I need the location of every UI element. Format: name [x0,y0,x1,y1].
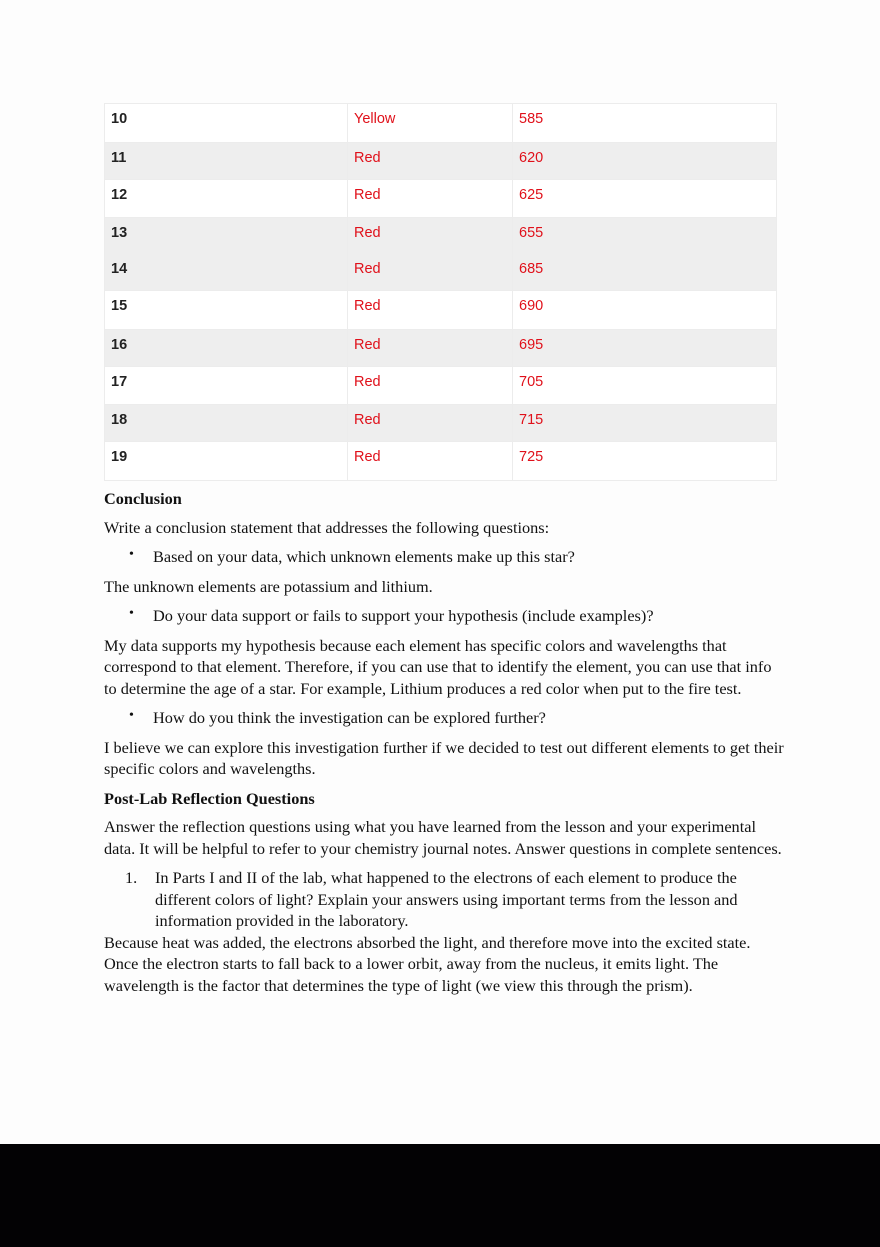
bullet-icon: • [129,606,134,621]
table-row [105,330,777,367]
wavelength-cell: 705 [513,367,777,405]
trial-number-cell: 13 [105,218,348,254]
wavelength-cell: 620 [513,143,777,180]
trial-number-cell: 19 [105,442,348,481]
conclusion-answer-2: My data supports my hypothesis because each element has specific colors and wavelengths that correspond to that element. Therefore, if you can use that to identify the element, you can use that info to determine the age of a star. For example, Lithium produces a red color when put to the fire test. [104,635,772,698]
table-row [105,291,777,330]
color-cell: Red [348,291,513,330]
trial-number-cell: 18 [105,405,348,442]
question-text: Based on your data, which unknown elements make up this star? [153,547,575,566]
table-row [105,180,777,218]
trial-number-cell: 12 [105,180,348,218]
trial-number-cell: 10 [105,104,348,143]
list-number: 1. [125,868,138,887]
wavelength-cell: 585 [513,104,777,143]
color-cell: Red [348,367,513,405]
question-text: How do you think the investigation can be explored further? [153,708,546,727]
trial-number-cell: 11 [105,143,348,180]
wavelength-cell: 725 [513,442,777,481]
reflection-heading: Post-Lab Reflection Questions [104,788,315,808]
conclusion-heading: Conclusion [104,489,182,508]
bullet-icon: • [129,708,134,723]
table-row [105,104,777,143]
wavelength-cell: 695 [513,330,777,367]
conclusion-answer-3: I believe we can explore this investigation further if we decided to test out different elements to get their specific colors and wavelengths. [104,737,784,778]
conclusion-question-2 [104,605,784,627]
table-row [105,405,777,442]
table-row [105,442,777,481]
conclusion-intro: Write a conclusion statement that addresses the following questions: [104,517,550,537]
trial-number-cell: 14 [105,254,348,291]
conclusion-question-3 [104,707,784,729]
table-row [105,218,777,254]
document-body [104,488,784,1004]
color-cell: Red [348,254,513,291]
wavelength-cell: 690 [513,291,777,330]
color-cell: Red [348,143,513,180]
bottom-black-band [0,1144,880,1247]
color-cell: Yellow [348,104,513,143]
question-text: Do your data support or fails to support your hypothesis (include examples)? [153,606,654,625]
table-row [105,143,777,180]
color-cell: Red [348,180,513,218]
color-cell: Red [348,330,513,367]
table-row [105,367,777,405]
conclusion-question-1 [104,546,784,568]
wavelength-cell: 685 [513,254,777,291]
question-text: In Parts I and II of the lab, what happened to the electrons of each element to produce the different colors of light? Explain your answers using important terms from the lesson and information provided in the laboratory. [155,868,738,930]
color-cell: Red [348,442,513,481]
trial-number-cell: 16 [105,330,348,367]
wavelength-cell: 655 [513,218,777,254]
wavelength-cell: 715 [513,405,777,442]
trial-number-cell: 17 [105,367,348,405]
bullet-icon: • [129,547,134,562]
reflection-question-1 [104,867,784,932]
color-cell: Red [348,218,513,254]
color-cell: Red [348,405,513,442]
table-row [105,254,777,291]
trial-number-cell: 15 [105,291,348,330]
conclusion-answer-1: The unknown elements are potassium and lithium. [104,576,433,596]
reflection-answer-1: Because heat was added, the electrons absorbed the light, and therefore move into the excited state. Once the electron starts to fall back to a lower orbit, away from the nucleus, it emits light. The wavelength is the factor that determines the type of light (we view this through the prism). [104,932,751,995]
wavelength-cell: 625 [513,180,777,218]
reflection-intro: Answer the reflection questions using what you have learned from the lesson and your experimental data. It will be helpful to refer to your chemistry journal notes. Answer questions in complete sentences. [104,817,782,858]
flame-test-data-table [104,103,777,481]
